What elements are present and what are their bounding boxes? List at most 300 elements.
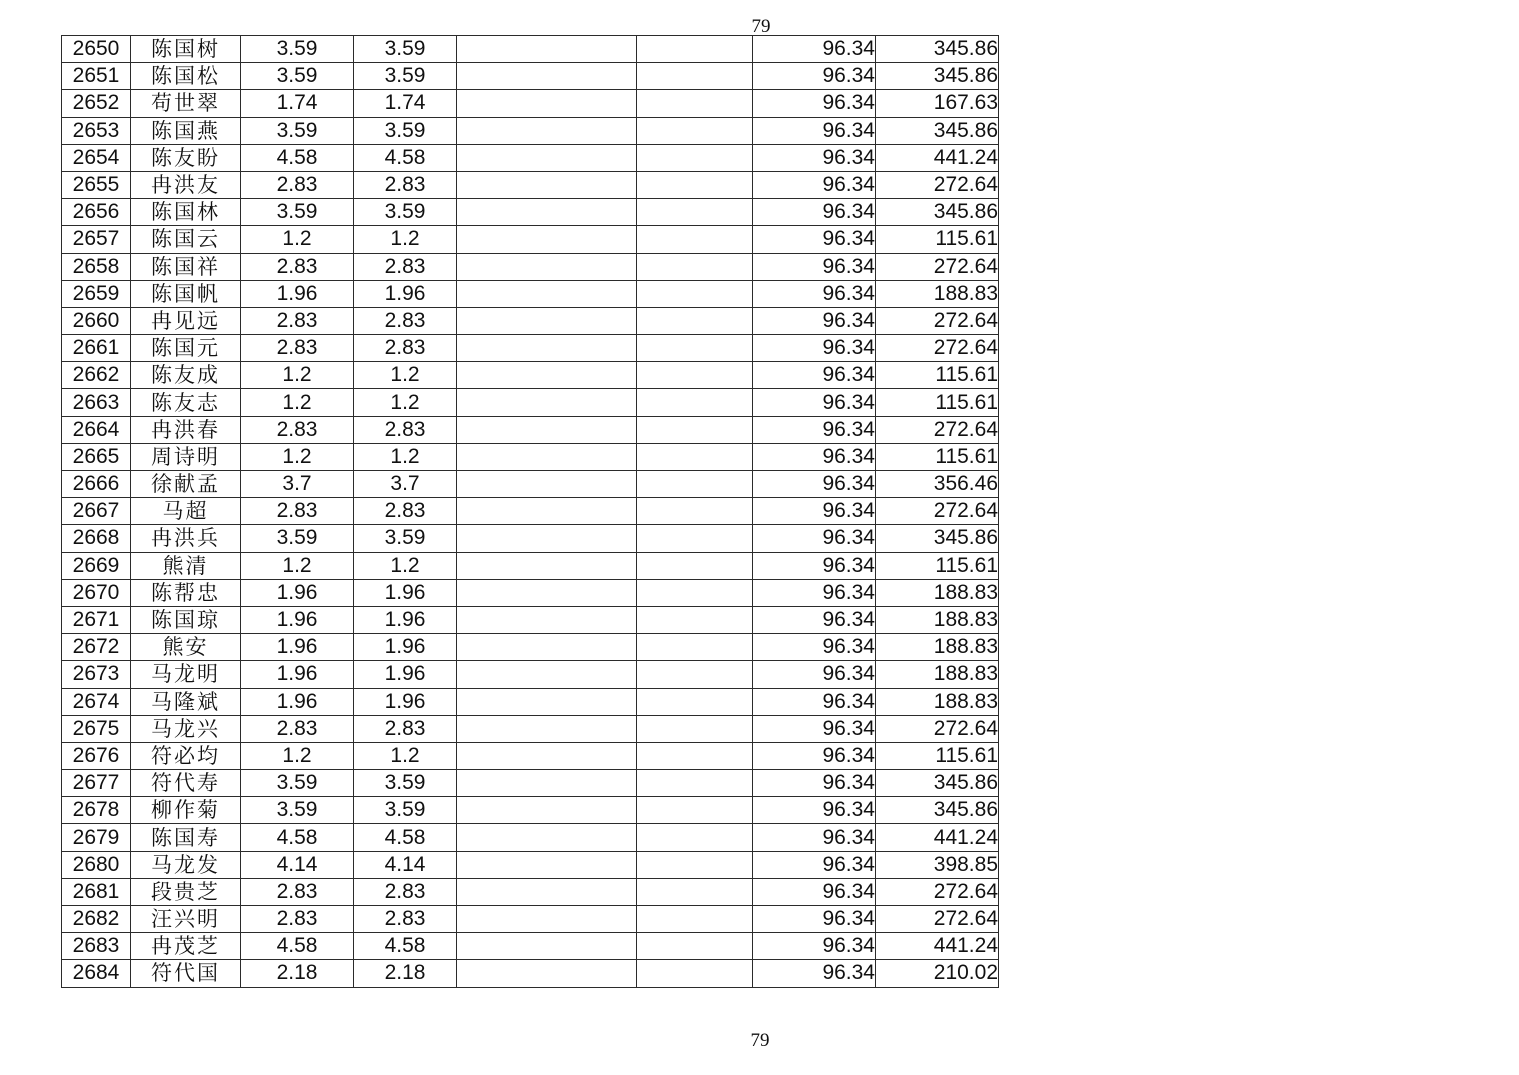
cell-total: 345.86 bbox=[876, 770, 999, 797]
cell-area-a: 1.2 bbox=[241, 362, 354, 389]
cell-area-a: 1.96 bbox=[241, 606, 354, 633]
table-row bbox=[62, 634, 999, 661]
cell-name: 符代国 bbox=[131, 960, 241, 987]
cell-name: 陈友志 bbox=[131, 389, 241, 416]
table-row bbox=[62, 715, 999, 742]
cell-id: 2663 bbox=[62, 389, 131, 416]
cell-price: 96.34 bbox=[753, 824, 876, 851]
cell-area-a: 4.58 bbox=[241, 824, 354, 851]
cell-id: 2683 bbox=[62, 933, 131, 960]
cell-area-a: 1.2 bbox=[241, 552, 354, 579]
cell-area-b: 3.59 bbox=[354, 36, 457, 63]
cell-price: 96.34 bbox=[753, 797, 876, 824]
cell-total: 441.24 bbox=[876, 824, 999, 851]
cell-area-b: 2.83 bbox=[354, 416, 457, 443]
cell-empty-1 bbox=[457, 199, 637, 226]
cell-area-a: 2.83 bbox=[241, 715, 354, 742]
table-row bbox=[62, 906, 999, 933]
cell-price: 96.34 bbox=[753, 253, 876, 280]
cell-price: 96.34 bbox=[753, 471, 876, 498]
table-row bbox=[62, 253, 999, 280]
cell-name: 符必均 bbox=[131, 742, 241, 769]
cell-area-a: 2.83 bbox=[241, 253, 354, 280]
cell-empty-2 bbox=[637, 389, 753, 416]
cell-empty-1 bbox=[457, 90, 637, 117]
cell-area-a: 3.59 bbox=[241, 525, 354, 552]
cell-empty-1 bbox=[457, 144, 637, 171]
cell-price: 96.34 bbox=[753, 199, 876, 226]
cell-total: 272.64 bbox=[876, 906, 999, 933]
cell-empty-2 bbox=[637, 362, 753, 389]
cell-empty-2 bbox=[637, 579, 753, 606]
cell-empty-1 bbox=[457, 824, 637, 851]
cell-empty-1 bbox=[457, 851, 637, 878]
cell-area-b: 3.59 bbox=[354, 117, 457, 144]
cell-id: 2656 bbox=[62, 199, 131, 226]
cell-id: 2658 bbox=[62, 253, 131, 280]
cell-total: 115.61 bbox=[876, 742, 999, 769]
cell-price: 96.34 bbox=[753, 36, 876, 63]
cell-area-b: 1.96 bbox=[354, 661, 457, 688]
cell-id: 2667 bbox=[62, 498, 131, 525]
cell-empty-2 bbox=[637, 253, 753, 280]
cell-price: 96.34 bbox=[753, 552, 876, 579]
cell-empty-1 bbox=[457, 960, 637, 987]
cell-empty-1 bbox=[457, 552, 637, 579]
cell-name: 汪兴明 bbox=[131, 906, 241, 933]
cell-empty-2 bbox=[637, 498, 753, 525]
page-number-top: 79 bbox=[751, 17, 771, 37]
cell-name: 熊安 bbox=[131, 634, 241, 661]
cell-id: 2650 bbox=[62, 36, 131, 63]
cell-id: 2660 bbox=[62, 307, 131, 334]
cell-empty-1 bbox=[457, 906, 637, 933]
cell-empty-1 bbox=[457, 606, 637, 633]
cell-area-b: 2.83 bbox=[354, 498, 457, 525]
cell-name: 陈国寿 bbox=[131, 824, 241, 851]
cell-id: 2669 bbox=[62, 552, 131, 579]
cell-empty-2 bbox=[637, 90, 753, 117]
cell-area-b: 1.2 bbox=[354, 362, 457, 389]
cell-total: 272.64 bbox=[876, 715, 999, 742]
cell-area-a: 1.96 bbox=[241, 634, 354, 661]
cell-name: 陈国林 bbox=[131, 199, 241, 226]
cell-area-b: 3.59 bbox=[354, 63, 457, 90]
cell-empty-1 bbox=[457, 498, 637, 525]
cell-total: 188.83 bbox=[876, 579, 999, 606]
cell-total: 115.61 bbox=[876, 226, 999, 253]
cell-empty-2 bbox=[637, 144, 753, 171]
cell-area-a: 3.7 bbox=[241, 471, 354, 498]
cell-empty-2 bbox=[637, 307, 753, 334]
cell-area-b: 3.59 bbox=[354, 770, 457, 797]
table-row bbox=[62, 688, 999, 715]
cell-area-a: 2.83 bbox=[241, 416, 354, 443]
cell-empty-2 bbox=[637, 878, 753, 905]
cell-empty-1 bbox=[457, 770, 637, 797]
cell-area-b: 1.96 bbox=[354, 634, 457, 661]
cell-total: 115.61 bbox=[876, 389, 999, 416]
table-row bbox=[62, 824, 999, 851]
cell-empty-2 bbox=[637, 117, 753, 144]
cell-total: 441.24 bbox=[876, 144, 999, 171]
table-row bbox=[62, 443, 999, 470]
cell-price: 96.34 bbox=[753, 715, 876, 742]
cell-price: 96.34 bbox=[753, 851, 876, 878]
cell-total: 272.64 bbox=[876, 307, 999, 334]
cell-total: 115.61 bbox=[876, 362, 999, 389]
cell-empty-2 bbox=[637, 742, 753, 769]
cell-area-a: 4.14 bbox=[241, 851, 354, 878]
cell-id: 2677 bbox=[62, 770, 131, 797]
cell-price: 96.34 bbox=[753, 606, 876, 633]
table-row bbox=[62, 471, 999, 498]
cell-empty-2 bbox=[637, 933, 753, 960]
cell-area-b: 2.18 bbox=[354, 960, 457, 987]
cell-price: 96.34 bbox=[753, 525, 876, 552]
cell-empty-1 bbox=[457, 362, 637, 389]
cell-total: 272.64 bbox=[876, 878, 999, 905]
cell-area-b: 3.7 bbox=[354, 471, 457, 498]
cell-empty-2 bbox=[637, 552, 753, 579]
cell-empty-1 bbox=[457, 797, 637, 824]
cell-id: 2678 bbox=[62, 797, 131, 824]
cell-area-a: 1.96 bbox=[241, 579, 354, 606]
cell-empty-2 bbox=[637, 797, 753, 824]
cell-empty-1 bbox=[457, 742, 637, 769]
table-row bbox=[62, 525, 999, 552]
cell-empty-1 bbox=[457, 688, 637, 715]
cell-area-b: 2.83 bbox=[354, 878, 457, 905]
cell-empty-2 bbox=[637, 851, 753, 878]
cell-area-b: 1.96 bbox=[354, 280, 457, 307]
cell-name: 陈国祥 bbox=[131, 253, 241, 280]
cell-total: 115.61 bbox=[876, 552, 999, 579]
cell-price: 96.34 bbox=[753, 144, 876, 171]
cell-total: 188.83 bbox=[876, 688, 999, 715]
cell-area-a: 1.74 bbox=[241, 90, 354, 117]
cell-empty-2 bbox=[637, 199, 753, 226]
cell-area-b: 1.96 bbox=[354, 579, 457, 606]
table-row bbox=[62, 851, 999, 878]
cell-price: 96.34 bbox=[753, 63, 876, 90]
cell-total: 398.85 bbox=[876, 851, 999, 878]
cell-area-a: 1.2 bbox=[241, 742, 354, 769]
cell-id: 2661 bbox=[62, 335, 131, 362]
cell-empty-2 bbox=[637, 606, 753, 633]
cell-area-b: 4.58 bbox=[354, 144, 457, 171]
table-row bbox=[62, 552, 999, 579]
cell-area-a: 3.59 bbox=[241, 770, 354, 797]
cell-name: 陈国松 bbox=[131, 63, 241, 90]
cell-id: 2684 bbox=[62, 960, 131, 987]
cell-total: 272.64 bbox=[876, 171, 999, 198]
cell-empty-1 bbox=[457, 36, 637, 63]
cell-price: 96.34 bbox=[753, 688, 876, 715]
cell-empty-2 bbox=[637, 226, 753, 253]
cell-name: 陈国云 bbox=[131, 226, 241, 253]
cell-area-b: 1.2 bbox=[354, 389, 457, 416]
cell-total: 345.86 bbox=[876, 36, 999, 63]
cell-area-a: 3.59 bbox=[241, 117, 354, 144]
page-number-bottom: 79 bbox=[750, 1030, 770, 1051]
cell-area-a: 1.2 bbox=[241, 389, 354, 416]
cell-price: 96.34 bbox=[753, 498, 876, 525]
cell-area-a: 3.59 bbox=[241, 36, 354, 63]
cell-id: 2662 bbox=[62, 362, 131, 389]
cell-empty-1 bbox=[457, 878, 637, 905]
cell-area-b: 4.58 bbox=[354, 933, 457, 960]
cell-price: 96.34 bbox=[753, 416, 876, 443]
cell-name: 冉见远 bbox=[131, 307, 241, 334]
cell-id: 2674 bbox=[62, 688, 131, 715]
cell-name: 马超 bbox=[131, 498, 241, 525]
cell-id: 2668 bbox=[62, 525, 131, 552]
table-row bbox=[62, 389, 999, 416]
cell-id: 2657 bbox=[62, 226, 131, 253]
cell-empty-2 bbox=[637, 471, 753, 498]
cell-id: 2673 bbox=[62, 661, 131, 688]
cell-area-b: 2.83 bbox=[354, 307, 457, 334]
cell-empty-2 bbox=[637, 906, 753, 933]
cell-name: 马龙明 bbox=[131, 661, 241, 688]
cell-empty-2 bbox=[637, 525, 753, 552]
cell-id: 2671 bbox=[62, 606, 131, 633]
cell-empty-2 bbox=[637, 688, 753, 715]
cell-area-b: 2.83 bbox=[354, 335, 457, 362]
cell-price: 96.34 bbox=[753, 742, 876, 769]
cell-empty-1 bbox=[457, 634, 637, 661]
cell-empty-2 bbox=[637, 335, 753, 362]
cell-empty-1 bbox=[457, 117, 637, 144]
cell-price: 96.34 bbox=[753, 960, 876, 987]
cell-empty-2 bbox=[637, 36, 753, 63]
cell-area-a: 1.2 bbox=[241, 443, 354, 470]
table-row bbox=[62, 335, 999, 362]
cell-empty-1 bbox=[457, 280, 637, 307]
cell-price: 96.34 bbox=[753, 579, 876, 606]
cell-total: 345.86 bbox=[876, 199, 999, 226]
cell-area-a: 2.83 bbox=[241, 878, 354, 905]
cell-total: 188.83 bbox=[876, 661, 999, 688]
table-row bbox=[62, 36, 999, 63]
table-row bbox=[62, 307, 999, 334]
cell-total: 356.46 bbox=[876, 471, 999, 498]
cell-total: 188.83 bbox=[876, 606, 999, 633]
cell-empty-1 bbox=[457, 335, 637, 362]
table-row bbox=[62, 498, 999, 525]
cell-name: 冉洪兵 bbox=[131, 525, 241, 552]
table-row bbox=[62, 199, 999, 226]
cell-total: 188.83 bbox=[876, 280, 999, 307]
cell-name: 符代寿 bbox=[131, 770, 241, 797]
table-row bbox=[62, 960, 999, 987]
cell-area-a: 1.96 bbox=[241, 688, 354, 715]
cell-empty-2 bbox=[637, 770, 753, 797]
cell-area-b: 1.96 bbox=[354, 688, 457, 715]
cell-area-a: 3.59 bbox=[241, 63, 354, 90]
ledger-body bbox=[62, 36, 999, 988]
cell-empty-1 bbox=[457, 63, 637, 90]
cell-price: 96.34 bbox=[753, 226, 876, 253]
cell-empty-2 bbox=[637, 634, 753, 661]
cell-id: 2681 bbox=[62, 878, 131, 905]
cell-id: 2670 bbox=[62, 579, 131, 606]
cell-total: 345.86 bbox=[876, 117, 999, 144]
cell-id: 2675 bbox=[62, 715, 131, 742]
cell-empty-1 bbox=[457, 443, 637, 470]
cell-id: 2676 bbox=[62, 742, 131, 769]
table-row bbox=[62, 280, 999, 307]
table-row bbox=[62, 878, 999, 905]
cell-total: 345.86 bbox=[876, 525, 999, 552]
cell-price: 96.34 bbox=[753, 171, 876, 198]
table-row bbox=[62, 579, 999, 606]
cell-area-a: 3.59 bbox=[241, 199, 354, 226]
cell-empty-2 bbox=[637, 715, 753, 742]
cell-area-a: 2.83 bbox=[241, 498, 354, 525]
cell-id: 2666 bbox=[62, 471, 131, 498]
cell-price: 96.34 bbox=[753, 280, 876, 307]
cell-area-a: 4.58 bbox=[241, 933, 354, 960]
cell-price: 96.34 bbox=[753, 443, 876, 470]
cell-area-b: 1.74 bbox=[354, 90, 457, 117]
cell-empty-1 bbox=[457, 471, 637, 498]
cell-name: 马龙发 bbox=[131, 851, 241, 878]
ledger-table bbox=[61, 35, 999, 988]
cell-total: 272.64 bbox=[876, 416, 999, 443]
cell-total: 272.64 bbox=[876, 335, 999, 362]
table-row bbox=[62, 171, 999, 198]
cell-area-b: 4.14 bbox=[354, 851, 457, 878]
cell-area-b: 1.96 bbox=[354, 606, 457, 633]
table-row bbox=[62, 117, 999, 144]
cell-price: 96.34 bbox=[753, 389, 876, 416]
table-row bbox=[62, 606, 999, 633]
cell-empty-1 bbox=[457, 416, 637, 443]
table-row bbox=[62, 90, 999, 117]
cell-id: 2682 bbox=[62, 906, 131, 933]
table-row bbox=[62, 144, 999, 171]
cell-name: 陈友成 bbox=[131, 362, 241, 389]
cell-area-a: 2.83 bbox=[241, 906, 354, 933]
cell-area-a: 2.83 bbox=[241, 307, 354, 334]
cell-name: 苟世翠 bbox=[131, 90, 241, 117]
cell-name: 周诗明 bbox=[131, 443, 241, 470]
table-row bbox=[62, 770, 999, 797]
cell-empty-2 bbox=[637, 443, 753, 470]
cell-id: 2655 bbox=[62, 171, 131, 198]
cell-price: 96.34 bbox=[753, 335, 876, 362]
cell-total: 345.86 bbox=[876, 797, 999, 824]
cell-area-b: 2.83 bbox=[354, 906, 457, 933]
cell-area-b: 1.2 bbox=[354, 226, 457, 253]
cell-price: 96.34 bbox=[753, 307, 876, 334]
cell-name: 陈国帆 bbox=[131, 280, 241, 307]
cell-name: 马隆斌 bbox=[131, 688, 241, 715]
cell-area-a: 4.58 bbox=[241, 144, 354, 171]
table-row bbox=[62, 661, 999, 688]
cell-name: 马龙兴 bbox=[131, 715, 241, 742]
cell-empty-1 bbox=[457, 226, 637, 253]
cell-price: 96.34 bbox=[753, 362, 876, 389]
table-row bbox=[62, 933, 999, 960]
cell-empty-1 bbox=[457, 253, 637, 280]
cell-price: 96.34 bbox=[753, 117, 876, 144]
cell-name: 熊清 bbox=[131, 552, 241, 579]
cell-id: 2672 bbox=[62, 634, 131, 661]
cell-empty-1 bbox=[457, 715, 637, 742]
cell-price: 96.34 bbox=[753, 878, 876, 905]
cell-total: 167.63 bbox=[876, 90, 999, 117]
cell-id: 2654 bbox=[62, 144, 131, 171]
cell-area-a: 3.59 bbox=[241, 797, 354, 824]
cell-name: 陈国元 bbox=[131, 335, 241, 362]
cell-area-b: 2.83 bbox=[354, 171, 457, 198]
cell-price: 96.34 bbox=[753, 906, 876, 933]
table-row bbox=[62, 742, 999, 769]
cell-area-a: 1.96 bbox=[241, 661, 354, 688]
cell-area-b: 3.59 bbox=[354, 525, 457, 552]
table-row bbox=[62, 226, 999, 253]
cell-name: 陈帮忠 bbox=[131, 579, 241, 606]
cell-id: 2659 bbox=[62, 280, 131, 307]
cell-empty-1 bbox=[457, 933, 637, 960]
cell-total: 345.86 bbox=[876, 63, 999, 90]
cell-area-a: 2.83 bbox=[241, 171, 354, 198]
cell-name: 冉洪春 bbox=[131, 416, 241, 443]
cell-id: 2679 bbox=[62, 824, 131, 851]
cell-area-b: 3.59 bbox=[354, 199, 457, 226]
cell-area-a: 2.83 bbox=[241, 335, 354, 362]
cell-empty-1 bbox=[457, 525, 637, 552]
cell-name: 陈国树 bbox=[131, 36, 241, 63]
cell-area-a: 1.2 bbox=[241, 226, 354, 253]
table-row bbox=[62, 63, 999, 90]
cell-empty-1 bbox=[457, 389, 637, 416]
cell-name: 徐献孟 bbox=[131, 471, 241, 498]
cell-total: 272.64 bbox=[876, 498, 999, 525]
cell-price: 96.34 bbox=[753, 661, 876, 688]
cell-empty-1 bbox=[457, 171, 637, 198]
cell-price: 96.34 bbox=[753, 933, 876, 960]
cell-id: 2664 bbox=[62, 416, 131, 443]
cell-total: 441.24 bbox=[876, 933, 999, 960]
cell-total: 115.61 bbox=[876, 443, 999, 470]
cell-area-b: 1.2 bbox=[354, 742, 457, 769]
cell-empty-1 bbox=[457, 307, 637, 334]
cell-area-b: 3.59 bbox=[354, 797, 457, 824]
cell-id: 2651 bbox=[62, 63, 131, 90]
table-row bbox=[62, 797, 999, 824]
cell-empty-2 bbox=[637, 416, 753, 443]
cell-total: 272.64 bbox=[876, 253, 999, 280]
cell-name: 冉茂芝 bbox=[131, 933, 241, 960]
cell-empty-1 bbox=[457, 579, 637, 606]
cell-name: 陈国燕 bbox=[131, 117, 241, 144]
cell-id: 2665 bbox=[62, 443, 131, 470]
cell-area-a: 1.96 bbox=[241, 280, 354, 307]
cell-price: 96.34 bbox=[753, 634, 876, 661]
cell-name: 段贵芝 bbox=[131, 878, 241, 905]
cell-name: 陈国琼 bbox=[131, 606, 241, 633]
cell-area-a: 2.18 bbox=[241, 960, 354, 987]
cell-area-b: 4.58 bbox=[354, 824, 457, 851]
cell-area-b: 2.83 bbox=[354, 253, 457, 280]
cell-empty-1 bbox=[457, 661, 637, 688]
cell-name: 陈友盼 bbox=[131, 144, 241, 171]
cell-area-b: 2.83 bbox=[354, 715, 457, 742]
